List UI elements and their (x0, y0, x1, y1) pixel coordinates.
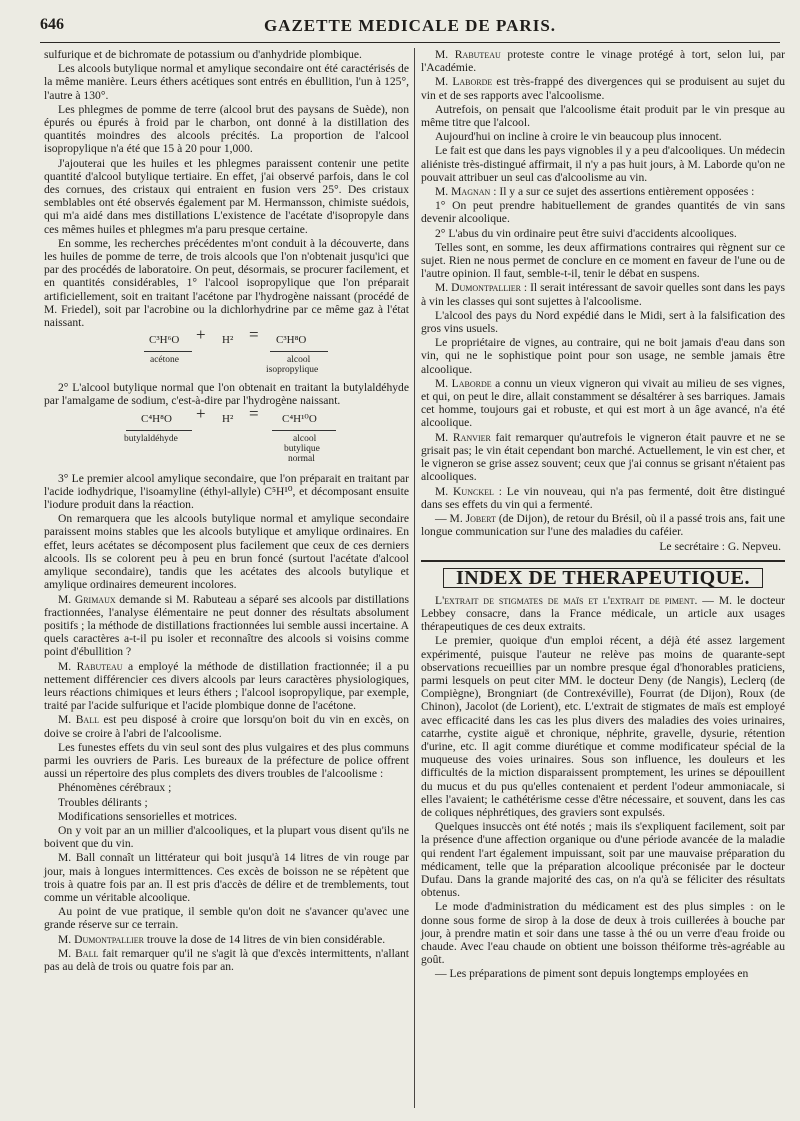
dash-prefix: — M. (435, 511, 466, 525)
paragraph (44, 660, 409, 713)
paragraph: 3° Le premier alcool amylique secondaire, que l'on préparait en traitant par l'acide iodhydrique, l'isoamyline (éthyl-allyle) C⁵H¹⁰, et décomposant ensuite l'iodure produit dans la réaction. (44, 471, 409, 512)
underline (272, 430, 336, 431)
formula-butyl-alcohol: C⁴H¹⁰O (282, 412, 317, 425)
label-alcool: alcool (293, 433, 317, 444)
paragraph (421, 594, 785, 634)
paragraph-text: est très-frappé des divergences qui se produisent au sujet du vin et de ses rapports avec l'alcoolisme. (421, 75, 785, 102)
speaker-name: M. Rabuteau (58, 659, 123, 673)
paragraph-text: fait remarquer qu'il ne s'agit là que d'excès intermittents, n'allant pas au delà de trois ou quatre fois par an. (44, 946, 410, 973)
speaker-name: M. Dumontpallier (435, 281, 521, 295)
paragraph-text: proteste contre le vinage protégé à tort, selon lui, par l'Académie. (421, 48, 785, 75)
paragraph: 2° L'abus du vin ordinaire peut être suivi d'accidents alcooliques. (435, 226, 737, 240)
paragraph: — Les préparations de piment sont depuis longtemps employées en (435, 967, 749, 981)
underline (144, 351, 192, 352)
paragraph-text: est peu disposé à croire que lorsqu'on boit du vin en excès, on doive se croire à l'abri de l'alcoolisme. (44, 713, 409, 740)
paragraph: 1° On peut prendre habituellement de grandes quantités de vin sans devenir alcoolique. (421, 199, 785, 226)
formula-acetone: C³H⁶O (149, 334, 180, 347)
speaker-name: M. Kunckel (435, 484, 494, 498)
paragraph: Autrefois, on pensait que l'alcoolisme était produit par le vin presque au même titre que l'alcool. (421, 102, 785, 130)
paragraph: Aujourd'hui on incline à croire le vin beaucoup plus innocent. (435, 130, 722, 144)
article-heading: L'extrait de stigmates de maïs et l'extrait de piment. (435, 593, 698, 607)
paragraph: Le premier, quoique d'un emploi récent, a déjà été assez largement expérimenté, puisque l'auteur ne relève pas moins de quarante-sept observations recueillies par un nombre presque égal d'honorables praticiens, parmi lesquels on peut citer MM. le docteur Deny (de Nangis), Leclerq (de Compiègne), Brongniart (de Contrexéville), Fourrat (de Dijon), Roux (de Chinon), Jacolot (de Lorient), etc. L'extrait de stigmates de maïs est employé avec efficacité dans les cas les plus divers des maladies des voies urinaires, catarrhe, cystite aiguë et chronique, néphrite, gravelle, dysurie, rétention d'urine, etc. Il agit comme diurétique et comme modificateur spécial de la muqueuse des voies urinaires. Sous son influence, les douleurs et les difficultés de la miction disparaissent promptement, les urines se dépouillent du mucus et du pus qu'elles contenaient et perdent l'odeur ammoniacale, si elles l'avaient; le cathétérisme cesse d'être nécessaire, et souvent, dans les cas de coliques néphrétiques, des graviers sont expulsés. (421, 634, 785, 819)
paragraph: Les alcools butylique normal et amylique secondaire ont été caractérisés de la même manière. Leurs éthers acétiques sont entrés en ébullition, l'un à 125°, l'autre à 130°. (44, 62, 409, 102)
paragraph (421, 48, 785, 74)
paragraph: Les funestes effets du vin seul sont des plus vulgaires et des plus communs parmi les ouvriers de Paris. Les bureaux de la préfecture de police offrent aussi un répertoire des plus complets des divers troubles de l'alcoolisme : (44, 740, 409, 781)
paragraph-text: fait remarquer qu'autrefois le vigneron était pauvre et ne se grisait pas; le vin était cependant bon marché. Actuellement, le vin est cher, et le vigneron se grise assez souvent; ceux que j'ai connus se grisant n'étaient pas alcooliques. (421, 430, 785, 484)
speaker-name: M. Magnan (435, 185, 491, 199)
equals-sign: = (249, 325, 259, 345)
paragraph (44, 933, 409, 946)
paragraph: Le propriétaire de vignes, au contraire, qui ne boit jamais d'eau dans son vin, qui ne le sophistique point pour son usage, ne semble jamais être alcoolique. (421, 336, 785, 376)
speaker-name: M. Ball (58, 946, 99, 960)
paragraph: Au point de vue pratique, il semble qu'on doit ne s'avancer qu'avec une grande réserve sur ce terrain. (44, 905, 409, 932)
page-number: 646 (40, 16, 64, 33)
index-heading: INDEX DE THERAPEUTIQUE. (443, 568, 763, 588)
paragraph: J'ajouterai que les huiles et les phlegmes paraissent contenir une petite quantité d'alcool butylique tertiaire. En effet, j'ai observé parfois, dans le col des cornues, des cristaux qui entraient en fusion vers 25°. Des cristaux semblables ont été observés également par M. Hermansson, chimiste suédois, qui m'a aidé dans mes distillations L'existence de l'acétate d'isopropyle dans ces mêmes huiles et phlegmes m'a paru presque certaine. (44, 156, 409, 236)
formula-isopropyl-alcohol: C³H⁸O (276, 334, 307, 347)
paragraph: Les phlegmes de pomme de terre (alcool brut des paysans de Suède), non épurés ou épurés à froid par le charbon, ont donné à la distillation des quantités moindres des alcools précités. La proportion de l'alcool isopropylique n'a été que 15 à 20 pour 1,000. (44, 102, 409, 156)
paragraph (44, 947, 409, 973)
paragraph (44, 593, 409, 659)
label-butylaldehyde: butylaldéhyde (124, 433, 178, 444)
label-acetone: acétone (150, 355, 180, 366)
chemical-equation-acetone (44, 325, 409, 376)
speaker-name: M. Grimaux (58, 592, 116, 606)
paragraph-text: (de Dijon), de retour du Brésil, où il a passé trois ans, fait une longue communication sur l'une des maladies du caféier. (421, 511, 785, 539)
paragraph (421, 377, 785, 430)
plus-sign: + (196, 325, 206, 345)
paragraph: Le fait est que dans les pays vignobles il y a peu d'alcooliques. Un médecin aliéniste très-distingué affirmait, il n'y a pas huit jours, à M. Laborde qu'on ne pouvait attribuer un seul cas d'alcoolisme au vin. (421, 144, 785, 184)
paragraph (421, 485, 785, 511)
chemical-equation-butylaldehyde (44, 403, 409, 467)
left-column (44, 48, 409, 974)
formula-butylaldehyde: C⁴H⁸O (141, 412, 172, 425)
speaker-name: M. Ranvier (435, 430, 491, 444)
section-divider (421, 560, 785, 562)
paragraph: Quelques insuccès ont été notés ; mais ils s'expliquent facilement, soit par la présence d'une affection organique ou d'une période avancée de la maladie qui rendent l'art également impuissant, soit par une mauvaise préparation du médicament, telle que la préparation alcoolique préconisée par le docteur Dufau. Dans la grande majorité des cas, on n'a qu'à se féliciter des résultats obtenus. (421, 820, 785, 900)
list-item: Troubles délirants ; (58, 795, 148, 809)
list-item: Phénomènes cérébraux ; (58, 781, 172, 795)
label-normal: normal (288, 453, 315, 464)
paragraph: On y voit par an un millier d'alcooliques, et la plupart vous disent qu'ils ne boivent que du vin. (44, 823, 409, 851)
paragraph: 2° L'alcool butylique normal que l'on obtenait en traitant la butylaldéhyde par l'amalgame de sodium, c'est-à-dire par l'hydrogène naissant. (44, 381, 409, 408)
journal-title: GAZETTE MEDICALE DE PARIS. (263, 16, 557, 35)
speaker-name: M. Laborde (435, 376, 492, 390)
section-title (421, 568, 785, 588)
paragraph: On remarquera que les alcools butylique normal et amylique secondaire paraissent moins stables que les alcools butylique et amylique ordinaires. En effet, leurs acétates se décomposent plus facilement que ceux de ces derniers alcools. Ils se colorent peu à peu en brun foncé (surtout l'acétate d'alcool amylique secondaire), tandis que les acétates des alcools butylique et amylique ordinaires demeurent incolores. (44, 512, 409, 592)
paragraph-text: : Il y a sur ce sujet des assertions entièrement opposées : (490, 185, 755, 199)
paragraph (421, 281, 785, 307)
formula-hydrogen: H² (222, 412, 234, 425)
paragraph: sulfurique et de bichromate de potassium ou d'anhydride plombique. (44, 48, 362, 61)
column-divider (414, 48, 415, 1108)
label-alcool: alcool (287, 355, 311, 366)
paragraph: Le mode d'administration du médicament est des plus simples : on le donne sous forme de sirop à la dose de deux à trois cuillerées à bouche par jour, à prendre matin et soir dans une tasse à thé ou un verre d'eau froide ou chaude. Avec l'eau chaude on obtient une boisson théiforme très-agréable au goût. (421, 900, 785, 967)
speaker-name: M. Dumontpallier (58, 932, 144, 946)
list-item: Modifications sensorielles et motrices. (58, 809, 238, 823)
right-column (421, 48, 785, 982)
speaker-name: M. Rabuteau (435, 48, 501, 61)
paragraph (421, 431, 785, 484)
paragraph (421, 75, 785, 101)
underline (126, 430, 192, 431)
equals-sign: = (249, 403, 259, 423)
secretary-signature: Le secrétaire : G. Nepveu. (659, 540, 781, 554)
speaker-name: M. Ball (58, 713, 99, 727)
paragraph-text: : Il serait intéressant de savoir quelles sont dans les pays à vin les classes qui sont sujettes à l'alcoolisme. (421, 281, 785, 308)
paragraph (421, 512, 785, 538)
label-butylique: butylique (284, 443, 320, 454)
paragraph (44, 713, 409, 739)
underline (270, 351, 328, 352)
paragraph-text: : Le vin nouveau, qui n'a pas fermenté, doit être distingué dans ses effets du vin qui a fermenté. (421, 484, 785, 511)
paragraph (421, 185, 785, 198)
paragraph-text: a employé la méthode de distillation fractionnée; il a pu nettement différencier ces divers alcools par leurs caractères physiologiques, leurs réactions chimiques et leurs éthers ; l'alcool isopropylique, par exemple, traité par l'acide sulfurique et l'acide plombique donne de l'acétone. (44, 659, 409, 713)
paragraph: En somme, les recherches précédentes m'ont conduit à la découverte, dans les huiles de pomme de terre, de trois alcools que l'on n'obtenait jusqu'ici que par des procédés de laboratoire. On peut, désormais, se procurer facilement, et en quantités considérables, 1° l'alcool isopropylique que l'on préparait artificiellement, soit en traitant l'acétone par l'hydrogène naissant (procédé de M. Friedel), soit par l'acrobine ou la dichlorhydrine par ce même gaz à l'état naissant. (44, 236, 409, 330)
formula-hydrogen: H² (222, 334, 234, 347)
page-header (40, 6, 780, 43)
speaker-name: Jobert (465, 511, 496, 525)
plus-sign: + (196, 403, 206, 423)
speaker-name: M. Laborde (435, 75, 493, 89)
paragraph-text: demande si M. Rabuteau a séparé ses alcools par distillations fractionnées, l'analyse élémentaire ne peut donner des résultats absolument positifs ; la méthode de distillations fractionnées lui semble aussi incertaine. A quels caractères a-t-il pu isoler et reconnaître des alcools si voisins comme point d'ébullition ? (44, 592, 409, 659)
label-isopropylique: isopropylique (266, 365, 319, 376)
paragraph-text: trouve la dose de 14 litres de vin bien considérable. (143, 932, 386, 946)
paragraph-text: — M. le docteur Lebbey consacre, dans la France médicale, un article aux usages thérapeutiques de ces deux extraits. (421, 593, 785, 634)
paragraph: M. Ball connaît un littérateur qui boit jusqu'à 14 litres de vin rouge par jour, mais à longues intermittences. Ces excès de boisson ne se répètent que trois à quatre fois par an. Il est pris d'accès de délire et de tremblements, tout comme un véritable alcoolique. (44, 851, 409, 904)
paragraph: Telles sont, en somme, les deux affirmations contraires qui règnent sur ce sujet. Rien ne nous permet de conclure en ce moment en faveur de l'une ou de l'autre opinion. Il faut, semble-t-il, tenir le débat en suspens. (421, 240, 785, 281)
paragraph-text: a connu un vieux vigneron qui vivait au milieu de ses vignes, et qui, on peut le dire, allait constamment se désaltérer à ses barriques. Jamais cet homme, toujours gai et robuste, et qui est mort à un âge avancé, n'a été alcoolique. (421, 376, 786, 430)
paragraph: L'alcool des pays du Nord expédié dans le Midi, sert à la falsification des gros vins usuels. (421, 308, 785, 336)
